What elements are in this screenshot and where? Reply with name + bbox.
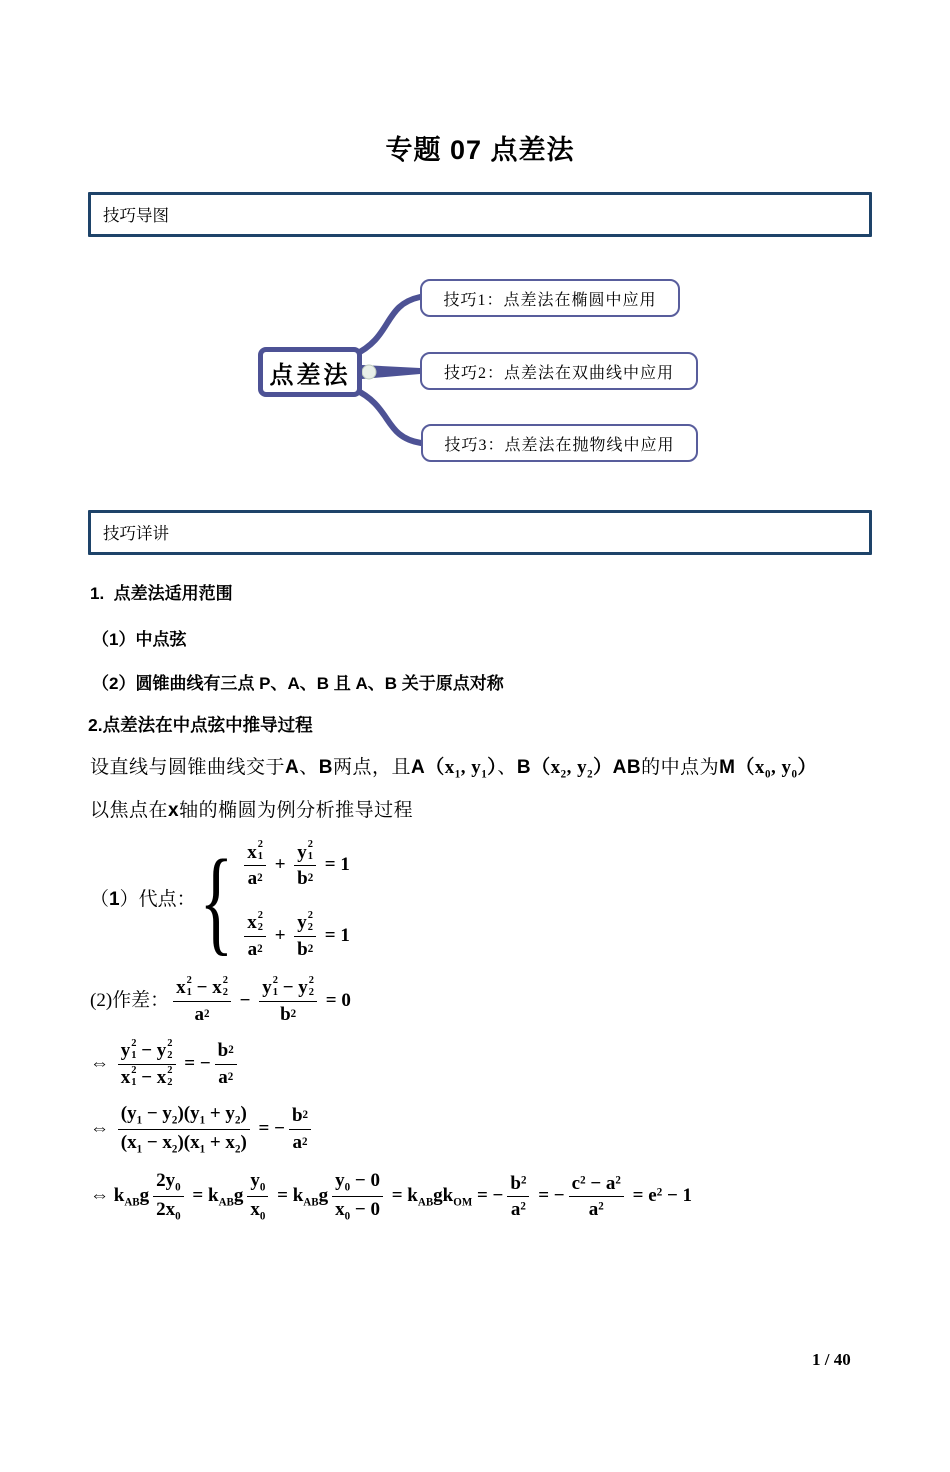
mindmap: [88, 237, 872, 510]
section-header-detail-label: 技巧详讲: [103, 525, 169, 543]
branch-line-1: [354, 297, 420, 355]
formula-ratio: ⇔ y 2 1 − y 2 2 x 2 1 − x 2 2 = − b 2 a 2: [90, 1039, 872, 1090]
mindmap-branch-ellipse: 技巧1：点差法在椭圆中应用: [420, 279, 680, 317]
mindmap-branch-hyperbola: 技巧2：点差法在双曲线中应用: [420, 352, 698, 390]
formula-subtract: (2)作差： x 2 1 − x 2 2 a 2 − y 2 1 − y 2 2 b 2 = 0: [90, 974, 351, 1025]
section-header-detail: [88, 510, 872, 555]
mindmap-root-node: 点差法: [258, 347, 362, 397]
section-header-map-label: 技巧导图: [103, 207, 169, 225]
item-1-2: （2）圆锥曲线有三点 P、A、B 且 A、B 关于原点对称: [92, 674, 504, 693]
document-page: [0, 128, 950, 1225]
connector-dot: [362, 365, 376, 379]
branch-line-3: [354, 389, 421, 443]
item-1-1: （1）中点弦: [92, 630, 187, 649]
page-number: 1 / 40: [812, 1350, 851, 1369]
page-title: 专题 07 点差法: [385, 135, 575, 165]
item-2-title: 2.点差法在中点弦中推导过程: [88, 715, 313, 735]
section-header-map: [88, 192, 872, 237]
focus-line: 以焦点在x轴的椭圆为例分析推导过程: [90, 800, 414, 822]
formula-slope-result: ⇔ $k_{AB}g$ $\frac{2y_0}{2x_0}$ = $k_{AB}g$ $\frac{y_0}{x_0}$ = $k_{AB}g$ $\frac{y_0 - 0}{x_0 - 0}$ = $k_{AB}gk_{OM}$ = − $\frac{b^2}{a^2}$ = − $\frac{c^2 - a^2}{a^2}$ = $e^2 - 1$: [90, 1170, 693, 1223]
setup-line: 设直线与圆锥曲线交于A、B两点，且$A(x_1$, $y_1$）、$B(x_2$, $y_2)AB$的中点为$M(x_0$, $y_0$）: [90, 757, 817, 781]
item-1-title: 1. 点差法适用范围: [90, 584, 233, 603]
formula-substitute-points: （1）代点： { x 2 1 a 2 + y 2 1 b 2 = 1 x 2 2 a 2 + y 2 2 b 2 = 1: [90, 835, 350, 967]
mindmap-branch-parabola: 技巧3：点差法在抛物线中应用: [421, 424, 698, 462]
formula-factored: ⇔ $\frac{(y_1 - y_2)(y_1 + y_2)}{(x_1 - x_2)(x_1 + x_2)}$ = − b 2 a 2: [90, 1102, 872, 1157]
